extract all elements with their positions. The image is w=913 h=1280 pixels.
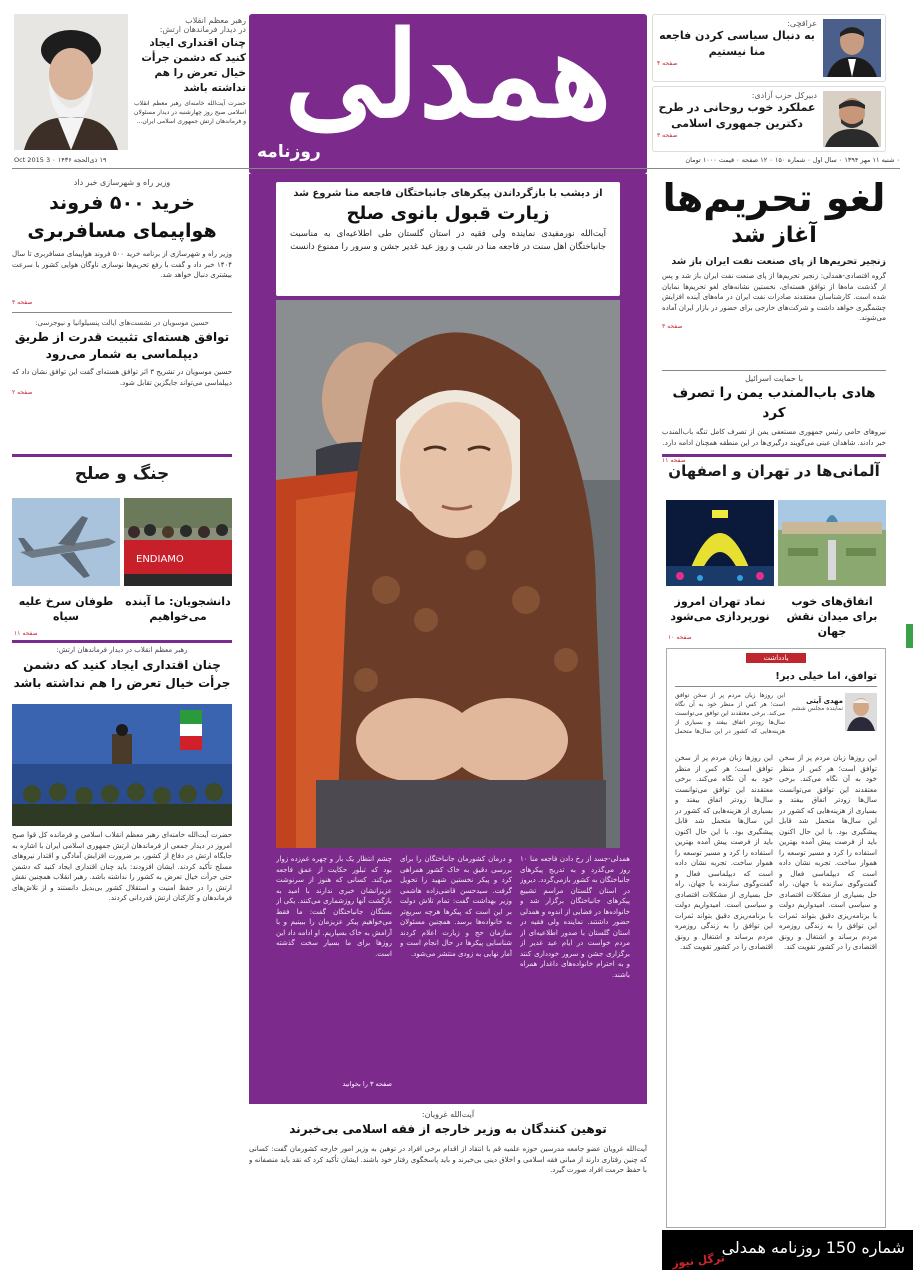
sanctions-body: گروه اقتصادی-همدلی: زنجیر تحریم‌ها از پای صنعت نفت ایران باز شد و پس از گذشت ماه‌ها از توافق هسته‌ای، نخستین نشانه‌های لغو تحریم‌ها نمایان شده است. کارشناسان معتقدند صادرات نفت ایران در ماه‌های آینده افزایش چشمگیری خواهد داشت و شرکت‌های خارجی برای حضور در بازار ایران آماده می‌شوند.	[662, 272, 886, 322]
author-role: نماینده مجلس ششم	[791, 705, 843, 712]
top-right-1-kicker: عراقچی:	[787, 19, 817, 28]
bottom-center-kicker: آیت‌الله غرویان:	[421, 1110, 475, 1119]
top-left-body: حضرت آیت‌الله خامنه‌ای رهبر معظم انقلاب اسلامی صبح روز چهارشنبه در دیدار مسئولان و فرماندهان ارتش جمهوری اسلامی ایران...	[134, 100, 246, 125]
nuclear-story-headline[interactable]: توافق هسته‌ای تثبیت قدرت از طریق دیپلماسی به شمار می‌رود	[14, 330, 230, 361]
party-leader-portrait-icon	[823, 91, 881, 147]
army-story	[12, 646, 232, 692]
sanctions-headline[interactable]: لغو تحریم‌ها	[662, 176, 886, 220]
araghchi-portrait-icon	[823, 19, 881, 77]
left-divider-bar-2	[12, 640, 232, 643]
watermark-caption: شماره 150 روزنامه همدلی	[721, 1238, 905, 1257]
war-peace-title: جنگ و صلح	[74, 464, 170, 484]
naqsh-jahan-square-icon	[778, 500, 886, 586]
bottom-center-story	[249, 1110, 647, 1224]
author-photo	[845, 693, 877, 731]
lead-continued[interactable]: صفحه ۳ را بخوانید	[342, 1080, 392, 1088]
naqsh-jahan-photo	[778, 500, 886, 586]
bottom-center-headline[interactable]: توهین کنندگان به وزیر خارجه از فقه اسلامی بی‌خبرند	[289, 1122, 607, 1136]
right-main-story	[662, 174, 886, 330]
lead-headline[interactable]: زیارت قبول بانوی صلح	[346, 203, 550, 224]
sanctions-page: صفحه ۳	[662, 323, 683, 330]
yemen-body: نیروهای حامی رئیس جمهوری مستعفی یمن از تصرف کامل تنگه باب‌المندب خبر دادند. شاهدان عینی می‌گویند درگیری‌ها در این منطقه همچنان ادامه دارد.	[662, 428, 886, 447]
caption-students: دانشجویان: ما آینده می‌خواهیم	[125, 595, 231, 623]
opinion-headline[interactable]: توافق، اما خیلی دیر!	[775, 671, 877, 682]
top-right-box-2[interactable]	[652, 86, 886, 152]
germans-headline[interactable]: آلمانی‌ها در تهران و اصفهان	[668, 462, 880, 480]
yemen-page: صفحه ۱۱	[662, 457, 686, 464]
sanctions-strap: زنجیر تحریم‌ها از پای صنعت نفت ایران باز شد	[671, 256, 886, 267]
nuclear-story-kicker: حسین موسویان در نشست‌های ایالت پنسیلوانیا و نیوجرسی:	[35, 319, 209, 327]
caption-naqsh-jahan: اتفاق‌های خوب برای میدان نقش جهان	[786, 595, 878, 638]
azadi-tower-photo	[666, 500, 774, 586]
army-story-headline[interactable]: چنان اقتداری ایجاد کنید که دشمن جرأت خیال تعرض را هم نداشته باشد	[13, 658, 231, 690]
right-second-story	[662, 374, 886, 464]
top-right-box-1[interactable]	[652, 14, 886, 82]
lead-kicker: از دیشب با بازگرداندن پیکرهای جانباختگان فاجعه منا شروع شد	[293, 188, 603, 199]
right-divider-bar	[662, 454, 886, 457]
fighter-jet-icon	[12, 498, 120, 586]
top-right-2-page: صفحه ۳	[657, 132, 678, 139]
yemen-headline[interactable]: هادی باب‌المندب یمن را تصرف کرد	[672, 385, 876, 421]
woman-praying-photo-icon	[276, 300, 620, 848]
fighter-jet-photo	[12, 498, 120, 586]
nuclear-story-body: حسین موسویان در تشریح ۳ اثر توافق هسته‌ای گفت این توافق نشان داد که دیپلماسی می‌تواند جایگزین تقابل شود.	[12, 368, 232, 387]
top-right-2-headline: عملکرد خوب روحانی در طرح دکترین جمهوری اسلامی	[658, 101, 816, 130]
masthead-logo-block	[249, 5, 647, 174]
plane-story-headline[interactable]: خرید ۵۰۰ فروند هواپیمای مسافربری	[27, 192, 217, 242]
masthead-rule	[12, 168, 900, 169]
edge-marker	[906, 624, 913, 648]
watermark-bar	[662, 1230, 913, 1270]
lead-col-1: همدلی-جسد از رخ دادن فاجعه منا ۱۰ روز می‌گذرد و به تدریج پیکرهای جانباختگان به کشور بازمی‌گردد. دیروز در استان گلستان مراسم تشییع پیکرهای جانباختگان برگزار شد و خانواده‌ها در فضایی از اندوه و همدلی حضور داشتند. نماینده ولی فقیه در استان گلستان با صدور اطلاعیه‌ای از مردم خواست در ایام عید غدیر از برگزاری جشن و سرور خودداری کنند و به احترام خانواده‌های داغدار همراه باشند.	[520, 855, 630, 979]
date-line-greg: ۱۹ ذی‌الحجه ۱۴۳۶ ۰ 3 Oct 2015	[14, 156, 107, 164]
party-leader-photo	[823, 91, 881, 147]
svg-text:ENDIAMO: ENDIAMO	[136, 554, 184, 565]
war-page: صفحه ۱۱	[14, 630, 38, 637]
top-right-2-kicker: دبیرکل حزب آزادی:	[751, 91, 817, 100]
leader-photo	[14, 14, 128, 150]
azadi-tower-icon	[666, 500, 774, 586]
left-column	[12, 174, 232, 396]
opinion-tag: یادداشت	[746, 653, 806, 663]
germans-page: صفحه ۱۰	[668, 634, 692, 641]
bottom-center-body: آیت‌الله غرویان عضو جامعه مدرسین حوزه علمیه قم با انتقاد از اقدام برخی افراد در توهین به وزیر امور خارجه کشورمان گفت: کسانی که چنین رفتاری دارند از مبانی فقه اسلامی و اخلاق دینی بی‌خبرند و باید پاسخگوی رفتار خود باشند. ایشان تأکید کرد که نقد باید منصفانه و با حفظ حرمت افراد صورت گیرد.	[249, 1145, 647, 1174]
top-left-intro: در دیدار فرماندهان ارتش:	[159, 25, 246, 34]
lead-header-box	[276, 182, 620, 296]
left-divider-bar	[12, 454, 232, 457]
plane-story-body: وزیر راه و شهرسازی از برنامه خرید ۵۰۰ فروند هواپیمای مسافربری تا سال ۱۴۰۴ خبر داد و گفت با رفع تحریم‌ها نوسازی ناوگان هوایی کشور با سرعت بیشتری دنبال خواهد شد.	[12, 250, 232, 279]
yemen-kicker: با حمایت اسرائیل	[744, 374, 804, 383]
top-right-1-headline: به دنبال سیاسی کردن فاجعه منا نیستیم	[659, 29, 815, 58]
opinion-col-right: این روزها زبان مردم پر از سخن توافق است؛ هر کس از منظر خود به آن نگاه می‌کند. برخی معتقدند این توافق می‌توانست سال‌ها زودتر اتفاق بیفتد و بسیاری از هزینه‌هایی که کشور در این سال‌ها متحمل شد قابل پیشگیری بود. با این حال اکنون باید از فرصت پیش آمده بهترین استفاده را کرد و مسیر توسعه را هموار ساخت. تجربه نشان داده است که دیپلماسی فعال و گفت‌وگوی سازنده با جهان، راه حل بسیاری از مشکلات اقتصادی و سیاسی است. امیدواریم دولت با برنامه‌ریزی دقیق بتواند ثمرات این توافق را به زندگی روزمره مردم برساند و اشتغال و رونق اقتصادی را در کشور تقویت کند.	[779, 754, 877, 951]
watermark-site: ترگل نیوز	[671, 1251, 726, 1270]
opinion-box	[666, 648, 886, 1228]
army-meeting-photo	[12, 704, 232, 826]
author-name: مهدی آیتی	[806, 697, 843, 705]
students-photo	[124, 498, 232, 586]
top-left-kicker: رهبر معظم انقلاب	[185, 16, 246, 25]
masthead-label: روزنامه	[257, 142, 321, 162]
top-left-headline[interactable]: چنان اقتداری ایجاد کنید که دشمن جرأت خیال تعرض را هم نداشته باشد	[141, 37, 246, 94]
protest-photo-icon	[124, 498, 232, 586]
masthead-logo: همدلی	[284, 5, 612, 144]
caption-azadi: نماد تهران امروز نورپردازی می‌شود	[670, 595, 770, 623]
army-story-body: حضرت آیت‌الله خامنه‌ای رهبر معظم انقلاب اسلامی و فرمانده کل قوا صبح امروز در دیدار جمعی از فرماندهان ارتش جمهوری اسلامی ایران با اشاره به جایگاه ارتش در دفاع از کشور، بر ضرورت افزایش آمادگی و اقتدار نیروهای مسلح تأکید کردند. ایشان افزودند: باید چنان اقتداری ایجاد کنید که دشمن حتی جرأت خیال تعرض به کشور را نداشته باشد. رهبر انقلاب همچنین نقش ارتش را در حفظ امنیت و استقلال کشور بی‌بدیل دانستند و از تلاش‌های فرماندهان و کارکنان ارتش قدردانی کردند.	[12, 831, 232, 902]
caption-storm: طوفان سرخ علیه سیاه	[18, 595, 114, 623]
opinion-col-left: این روزها زبان مردم پر از سخن توافق است؛ هر کس از منظر خود به آن نگاه می‌کند. برخی معتقدند این توافق می‌توانست سال‌ها زودتر اتفاق بیفتد و بسیاری از هزینه‌هایی که کشور در این سال‌ها متحمل شد قابل پیشگیری بود. با این حال اکنون باید از فرصت پیش آمده بهترین استفاده را کرد و مسیر توسعه را هموار ساخت. تجربه نشان داده است که دیپلماسی فعال و گفت‌وگوی سازنده با جهان، راه حل بسیاری از مشکلات اقتصادی و سیاسی است. امیدواریم دولت با برنامه‌ریزی دقیق بتواند ثمرات این توافق را به زندگی روزمره مردم برساند و اشتغال و رونق اقتصادی را در کشور تقویت کند.	[675, 754, 773, 951]
top-right-1-page: صفحه ۴	[657, 60, 678, 67]
leader-portrait-icon	[14, 14, 128, 150]
top-left-story	[134, 16, 246, 139]
plane-story-kicker: وزیر راه و شهرسازی خبر داد	[73, 178, 171, 187]
author-portrait-icon	[845, 693, 877, 731]
lead-col-3: چشم انتظار یک بار و چهره غم‌زده زوار بود که تبلور حکایت از عمق فاجعه می‌کند. کسانی که هنوز از سرنوشت عزیزانشان خبری ندارند با امید به بازگشت آنها روزشماری می‌کنند. یکی از بستگان جانباختگان گفت: ما فقط می‌خواهیم پیکر عزیزمان را ببینیم و با آرامش به خاک بسپاریم. او ادامه داد این روزها برای ما بسیار سخت گذشته است.	[276, 855, 392, 958]
lead-col-2: و درمان کشورمان جانباختگان را برای بررسی دقیق به خاک کشور همراهی کرد و پیکر نخستین شهید را تحویل گرفت. سیدحسن قاضی‌زاده هاشمی وزیر بهداشت گفت: تمام تلاش دولت بر این است که پیکرها هرچه سریع‌تر به خانواده‌ها برسد. همچنین مسئولان سازمان حج و زیارت اعلام کردند شناسایی پیکرها در حال انجام است و آمار نهایی به زودی منتشر می‌شود.	[400, 855, 512, 958]
nuclear-story-page: صفحه ۲	[12, 389, 33, 396]
plane-story-page: صفحه ۳	[12, 299, 33, 306]
lead-photo	[276, 300, 620, 848]
opinion-intro: این روزها زبان مردم پر از سخن توافق است؛ هر کس از منظر خود به آن نگاه می‌کند. برخی معتقدند این توافق می‌توانست سال‌ها زودتر اتفاق بیفتد و بسیاری از هزینه‌هایی که کشور در این سال‌ها متحمل	[675, 692, 785, 735]
lead-summary: آیت‌الله نورمفیدی نماینده ولی فقیه در استان گلستان طی اطلاعیه‌ای به مناسبت جانباختگان اهل سنت در فاجعه منا در شب و روز عید غدیر جشن و سرور را ممنوع دانست	[290, 229, 606, 252]
meeting-hall-icon	[12, 704, 232, 826]
army-story-kicker: رهبر معظم انقلاب در دیدار فرماندهان ارتش:	[56, 646, 188, 654]
araghchi-photo	[823, 19, 881, 77]
date-line: ۰ شنبه ۱۱ مهر ۱۳۹۴ ۰ سال اول ۰ شماره ۱۵۰ ۰ ۱۲ صفحه ۰ قیمت ۱۰۰۰ تومان	[685, 156, 900, 164]
sanctions-subhead: آغاز شد	[731, 223, 817, 248]
